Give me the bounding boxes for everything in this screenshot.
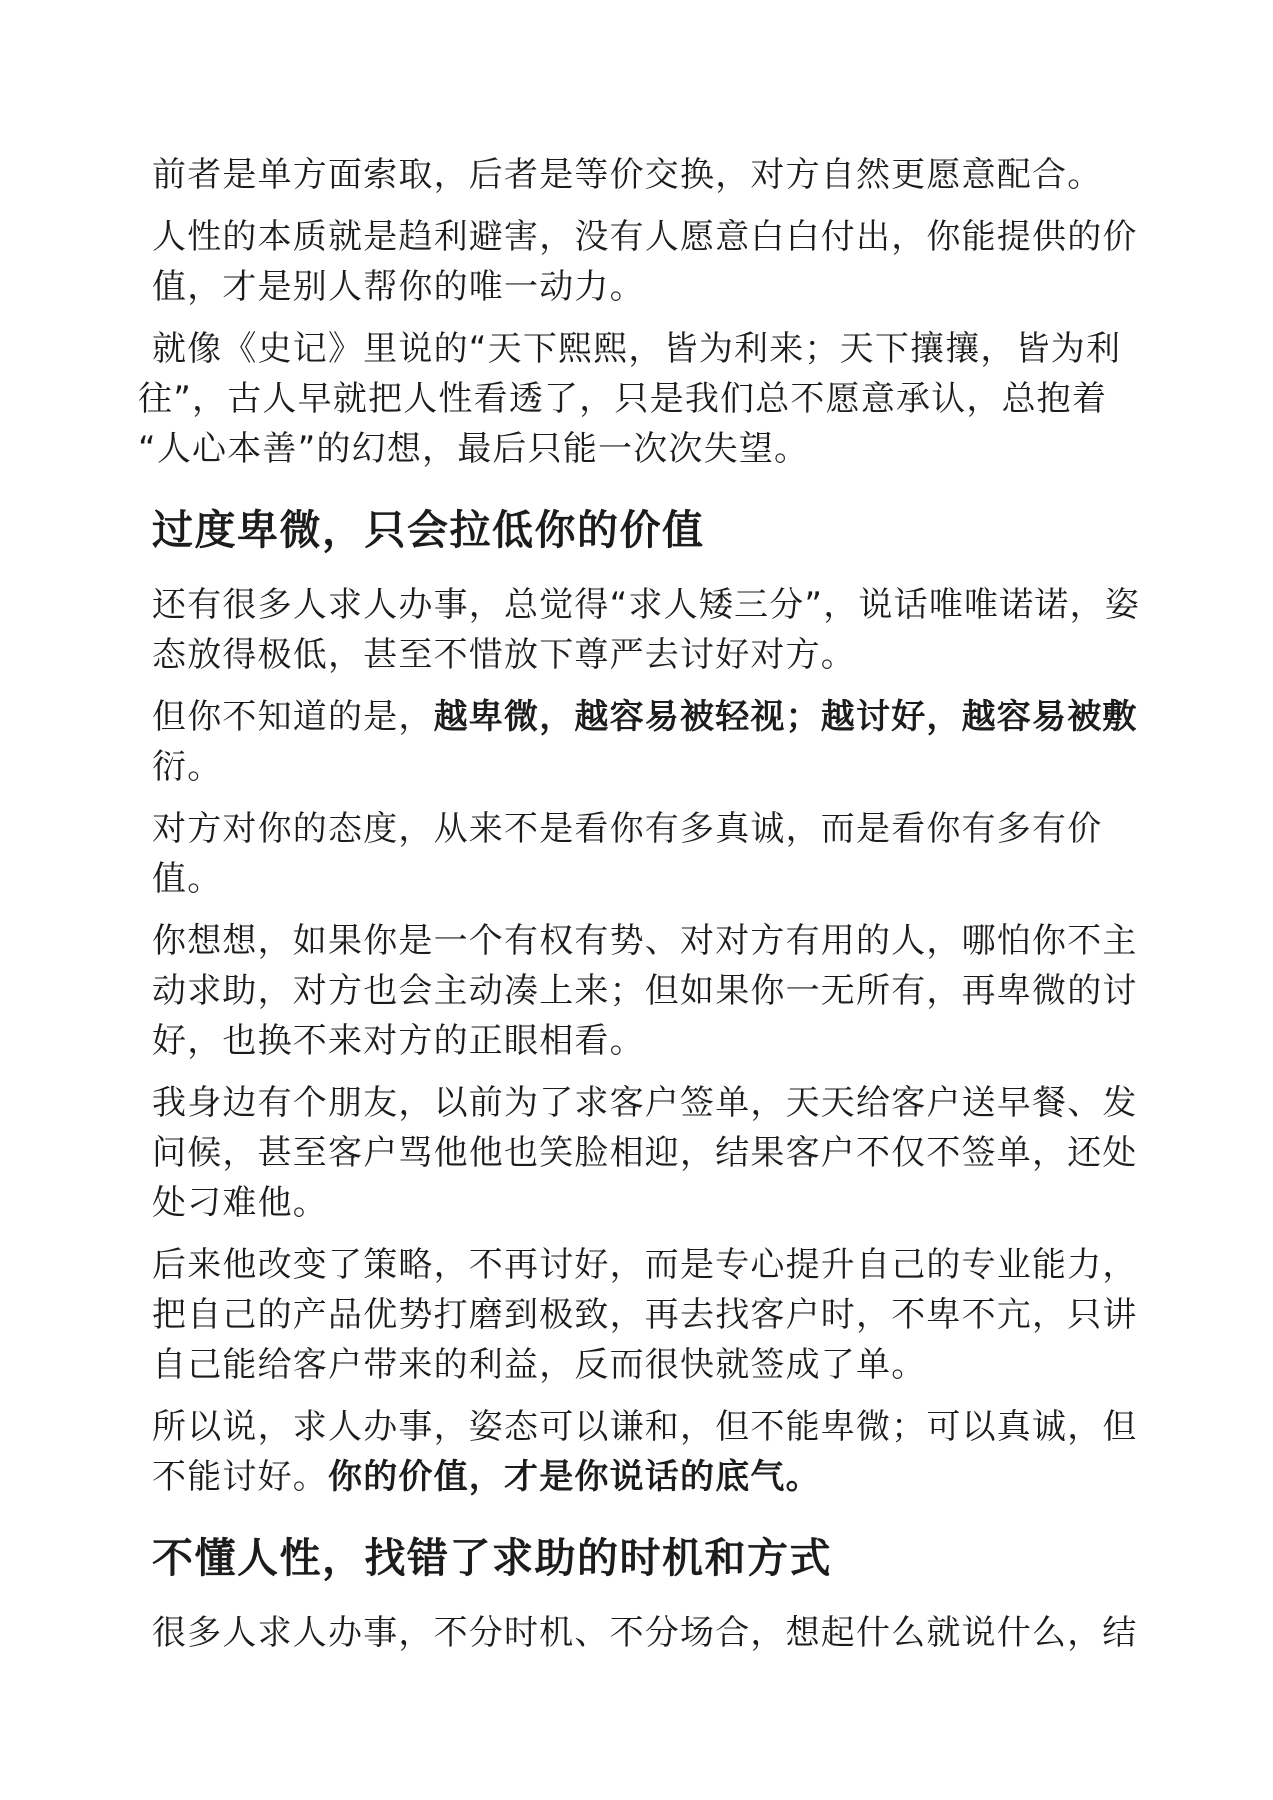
text-line: 人性的本质就是趋利避害，没有人愿意白白付出，你能提供的价 bbox=[152, 217, 1138, 257]
paragraph bbox=[152, 916, 1138, 1066]
paragraph bbox=[152, 212, 1138, 312]
text-line: 很多人求人办事，不分时机、不分场合，想起什么就说什么，结 bbox=[152, 1613, 1138, 1653]
text-line: 自己能给客户带来的利益，反而很快就签成了单。 bbox=[152, 1345, 927, 1385]
text-line: 所以说，求人办事，姿态可以谦和，但不能卑微；可以真诚，但 bbox=[152, 1407, 1138, 1447]
text-line bbox=[152, 692, 1138, 742]
section-heading: 过度卑微，只会拉低你的价值 bbox=[152, 506, 705, 554]
section-heading: 不懂人性，找错了求助的时机和方式 bbox=[152, 1534, 832, 1582]
text-line: 对方对你的态度，从来不是看你有多真诚，而是看你有多有价 bbox=[152, 809, 1103, 849]
text-line: 你想想，如果你是一个有权有势、对对方有用的人，哪怕你不主 bbox=[152, 921, 1138, 961]
text-run: 不能讨好。 bbox=[152, 1457, 328, 1497]
paragraph bbox=[152, 804, 1127, 904]
text-line: 后来他改变了策略，不再讨好，而是专心提升自己的专业能力， bbox=[152, 1245, 1138, 1285]
text-run: 但你不知道的是， bbox=[152, 697, 434, 737]
paragraph bbox=[138, 324, 1127, 474]
bold-text-run: 越卑微，越容易被轻视；越讨好，越容易被敷 bbox=[433, 697, 1138, 737]
paragraph bbox=[152, 580, 1141, 680]
text-line: 就像《史记》里说的“天下熙熙，皆为利来；天下攘攘，皆为利 bbox=[152, 329, 1122, 369]
paragraph bbox=[152, 150, 1127, 200]
text-line: 态放得极低，甚至不惜放下尊严去讨好对方。 bbox=[152, 635, 856, 675]
article-body bbox=[138, 150, 1141, 1670]
text-line: 动求助，对方也会主动凑上来；但如果你一无所有，再卑微的讨 bbox=[152, 971, 1138, 1011]
text-line: 衍。 bbox=[152, 747, 223, 787]
text-line: 值，才是别人帮你的唯一动力。 bbox=[152, 267, 645, 307]
text-line: 把自己的产品优势打磨到极致，再去找客户时，不卑不亢，只讲 bbox=[152, 1295, 1138, 1335]
text-line bbox=[152, 1452, 1127, 1502]
paragraph bbox=[152, 1402, 1138, 1502]
text-line: 往”，古人早就把人性看透了，只是我们总不愿意承认，总抱着 bbox=[138, 379, 1108, 419]
paragraph bbox=[152, 692, 1138, 792]
text-line: 好，也换不来对方的正眼相看。 bbox=[152, 1021, 645, 1061]
text-line: 处刁难他。 bbox=[152, 1183, 328, 1223]
text-line: “人心本善”的幻想，最后只能一次次失望。 bbox=[138, 429, 810, 469]
text-line: 问候，甚至客户骂他他也笑脸相迎，结果客户不仅不签单，还处 bbox=[152, 1133, 1138, 1173]
paragraph bbox=[152, 1078, 1138, 1228]
paragraph bbox=[152, 1608, 1138, 1658]
text-line: 还有很多人求人办事，总觉得“求人矮三分”，说话唯唯诺诺，姿 bbox=[152, 585, 1141, 625]
bold-text-run: 你的价值，才是你说话的底气。 bbox=[328, 1457, 821, 1497]
text-line: 前者是单方面索取，后者是等价交换，对方自然更愿意配合。 bbox=[152, 155, 1103, 195]
paragraph bbox=[152, 1240, 1138, 1390]
text-line: 我身边有个朋友，以前为了求客户签单，天天给客户送早餐、发 bbox=[152, 1083, 1138, 1123]
text-line: 值。 bbox=[152, 859, 223, 899]
